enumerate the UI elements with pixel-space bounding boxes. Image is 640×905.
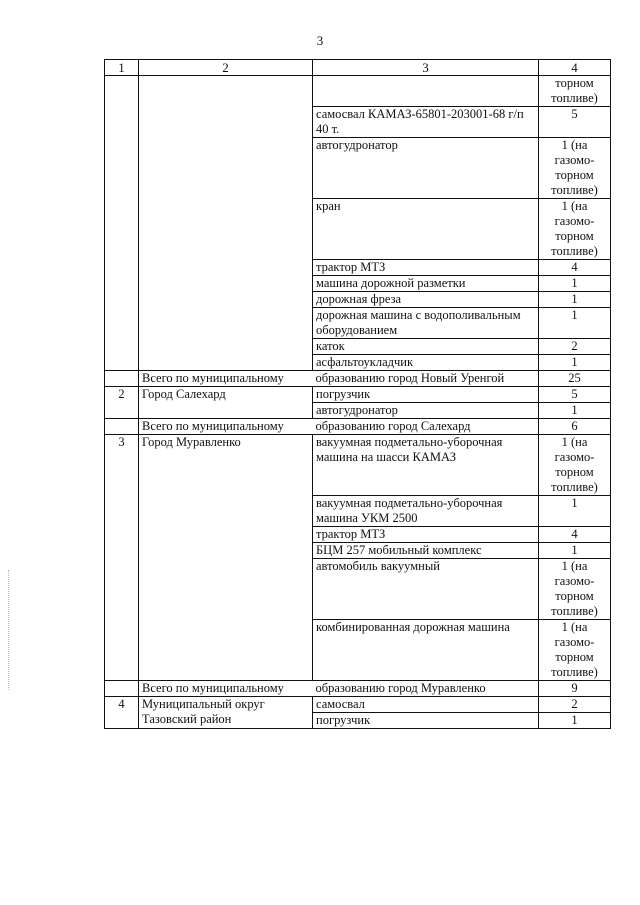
table-row [105, 435, 611, 496]
quantity-cell: 2 [539, 339, 611, 355]
quantity-cell: торном топливе) [539, 76, 611, 107]
total-quantity-cell: 9 [539, 681, 611, 697]
quantity-cell: 2 [539, 697, 611, 713]
quantity-cell: 1 (на газомо-торном топливе) [539, 559, 611, 620]
quantity-cell: 1 (на газомо-торном топливе) [539, 199, 611, 260]
quantity-cell: 1 [539, 543, 611, 559]
table-row [105, 387, 611, 403]
total-label-cell: Всего по муниципальному [139, 419, 313, 435]
item-name-cell: БЦМ 257 мобильный комплекс [313, 543, 539, 559]
quantity-cell: 1 [539, 276, 611, 292]
total-row [105, 681, 611, 697]
page-number: 3 [316, 33, 324, 48]
item-name-cell: самосвал [313, 697, 539, 713]
quantity-cell: 5 [539, 107, 611, 138]
total-quantity-cell: 25 [539, 371, 611, 387]
quantity-cell: 1 (на газомо-торном топливе) [539, 620, 611, 681]
municipality-cell: Город Муравленко [139, 435, 313, 681]
quantity-cell: 1 [539, 308, 611, 339]
item-name-cell: автомобиль вакуумный [313, 559, 539, 620]
item-name-cell: комбинированная дорожная машина [313, 620, 539, 681]
item-name-cell: автогудронатор [313, 138, 539, 199]
equipment-table [104, 59, 611, 729]
total-label-cell: образованию город Салехард [313, 419, 539, 435]
row-number-cell [105, 371, 139, 387]
quantity-cell: 1 [539, 292, 611, 308]
header-cell: 3 [313, 60, 539, 76]
item-name-cell: погрузчик [313, 387, 539, 403]
quantity-cell: 1 [539, 355, 611, 371]
header-cell: 2 [139, 60, 313, 76]
row-number-cell: 3 [105, 435, 139, 681]
quantity-cell: 5 [539, 387, 611, 403]
table-row [105, 76, 611, 107]
total-label-cell: образованию город Новый Уренгой [313, 371, 539, 387]
row-number-cell [105, 419, 139, 435]
total-label-cell: Всего по муниципальному [139, 371, 313, 387]
item-name-cell: самосвал КАМАЗ-65801-203001-68 г/п 40 т. [313, 107, 539, 138]
row-number-cell: 2 [105, 387, 139, 419]
row-number-cell [105, 681, 139, 697]
quantity-cell: 1 [539, 496, 611, 527]
total-label-cell: Всего по муниципальному [139, 681, 313, 697]
total-label-cell: образованию город Муравленко [313, 681, 539, 697]
municipality-cell [139, 76, 313, 371]
quantity-cell: 1 [539, 713, 611, 729]
item-name-cell: кран [313, 199, 539, 260]
item-name-cell: трактор МТЗ [313, 260, 539, 276]
item-name-cell [313, 76, 539, 107]
header-row [105, 60, 611, 76]
table-row [105, 697, 611, 713]
item-name-cell: асфальтоукладчик [313, 355, 539, 371]
quantity-cell: 1 (на газомо-торном топливе) [539, 138, 611, 199]
item-name-cell: машина дорожной разметки [313, 276, 539, 292]
item-name-cell: погрузчик [313, 713, 539, 729]
item-name-cell: автогудронатор [313, 403, 539, 419]
total-row [105, 371, 611, 387]
total-row [105, 419, 611, 435]
item-name-cell: трактор МТЗ [313, 527, 539, 543]
header-cell: 4 [539, 60, 611, 76]
margin-mark [8, 570, 11, 690]
municipality-cell: Город Салехард [139, 387, 313, 419]
item-name-cell: дорожная фреза [313, 292, 539, 308]
item-name-cell: каток [313, 339, 539, 355]
item-name-cell: вакуумная подметально-уборочная машина на шасси КАМАЗ [313, 435, 539, 496]
item-name-cell: дорожная машина с водополивальным оборудованием [313, 308, 539, 339]
municipality-cell: Муниципальный округ Тазовский район [139, 697, 313, 729]
item-name-cell: вакуумная подметально-уборочная машина УКМ 2500 [313, 496, 539, 527]
header-cell: 1 [105, 60, 139, 76]
total-quantity-cell: 6 [539, 419, 611, 435]
quantity-cell: 1 [539, 403, 611, 419]
quantity-cell: 1 (на газомо-торном топливе) [539, 435, 611, 496]
row-number-cell: 4 [105, 697, 139, 729]
quantity-cell: 4 [539, 260, 611, 276]
quantity-cell: 4 [539, 527, 611, 543]
row-number-cell [105, 76, 139, 371]
